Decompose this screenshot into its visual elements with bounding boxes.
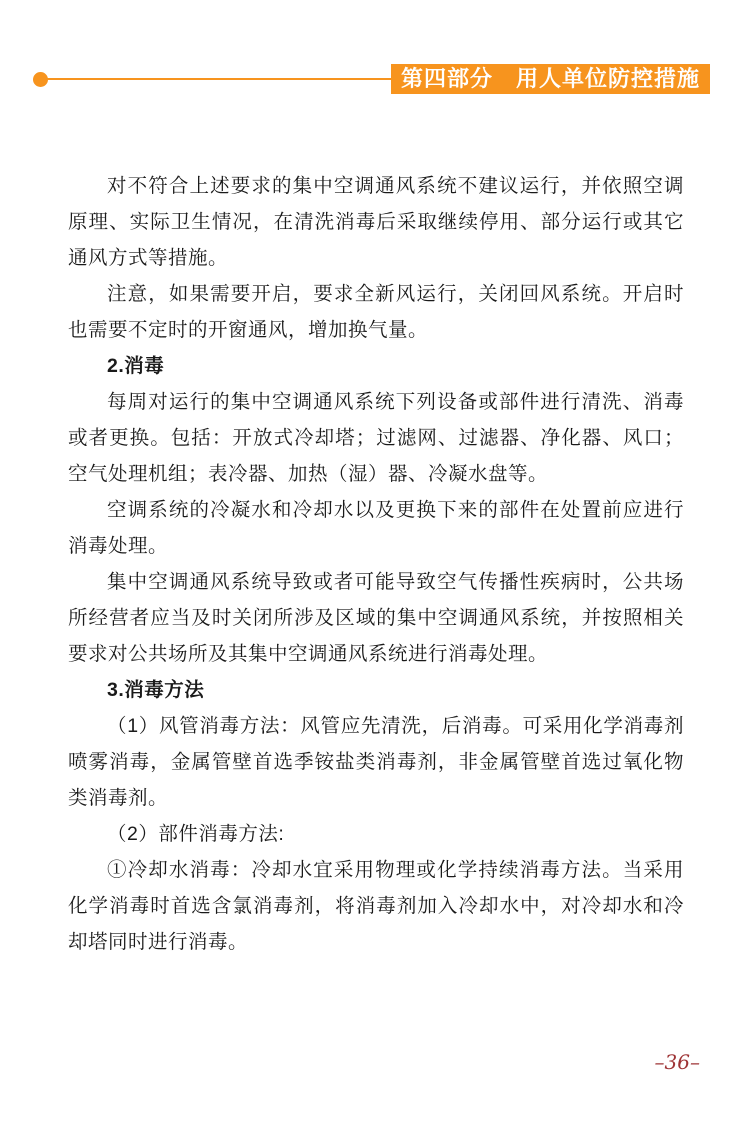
body-paragraph: 集中空调通风系统导致或者可能导致空气传播性疾病时，公共场所经营者应当及时关闭所涉及区域的集中空调通风系统，并按照相关要求对公共场所及其集中空调通风系统进行消毒处理。: [68, 571, 684, 665]
page-number: –36–: [654, 1050, 700, 1074]
document-body: [68, 168, 684, 960]
section-banner: 第四部分 用人单位防控措施: [391, 64, 710, 94]
body-paragraph: （1）风管消毒方法：风管应先清洗，后消毒。可采用化学消毒剂喷雾消毒，金属管壁首选季铵盐类消毒剂，非金属管壁首选过氧化物类消毒剂。: [68, 715, 684, 809]
section-heading: 2.消毒: [107, 355, 165, 377]
body-paragraph: ①冷却水消毒：冷却水宜采用物理或化学持续消毒方法。当采用化学消毒时首选含氯消毒剂，将消毒剂加入冷却水中，对冷却水和冷却塔同时进行消毒。: [68, 859, 684, 953]
section-header: [33, 64, 710, 94]
header-rule-line: [46, 78, 391, 80]
body-paragraph: （2）部件消毒方法:: [107, 823, 285, 845]
body-paragraph: 每周对运行的集中空调通风系统下列设备或部件进行清洗、消毒或者更换。包括：开放式冷却塔；过滤网、过滤器、净化器、风口；空气处理机组；表冷器、加热（湿）器、冷凝水盘等。: [68, 391, 684, 485]
section-heading: 3.消毒方法: [107, 679, 205, 701]
body-paragraph: 对不符合上述要求的集中空调通风系统不建议运行，并依照空调原理、实际卫生情况，在清洗消毒后采取继续停用、部分运行或其它通风方式等措施。: [68, 175, 684, 269]
body-paragraph: 注意，如果需要开启，要求全新风运行，关闭回风系统。开启时也需要不定时的开窗通风，增加换气量。: [68, 283, 684, 341]
body-paragraph: 空调系统的冷凝水和冷却水以及更换下来的部件在处置前应进行消毒处理。: [68, 499, 684, 557]
